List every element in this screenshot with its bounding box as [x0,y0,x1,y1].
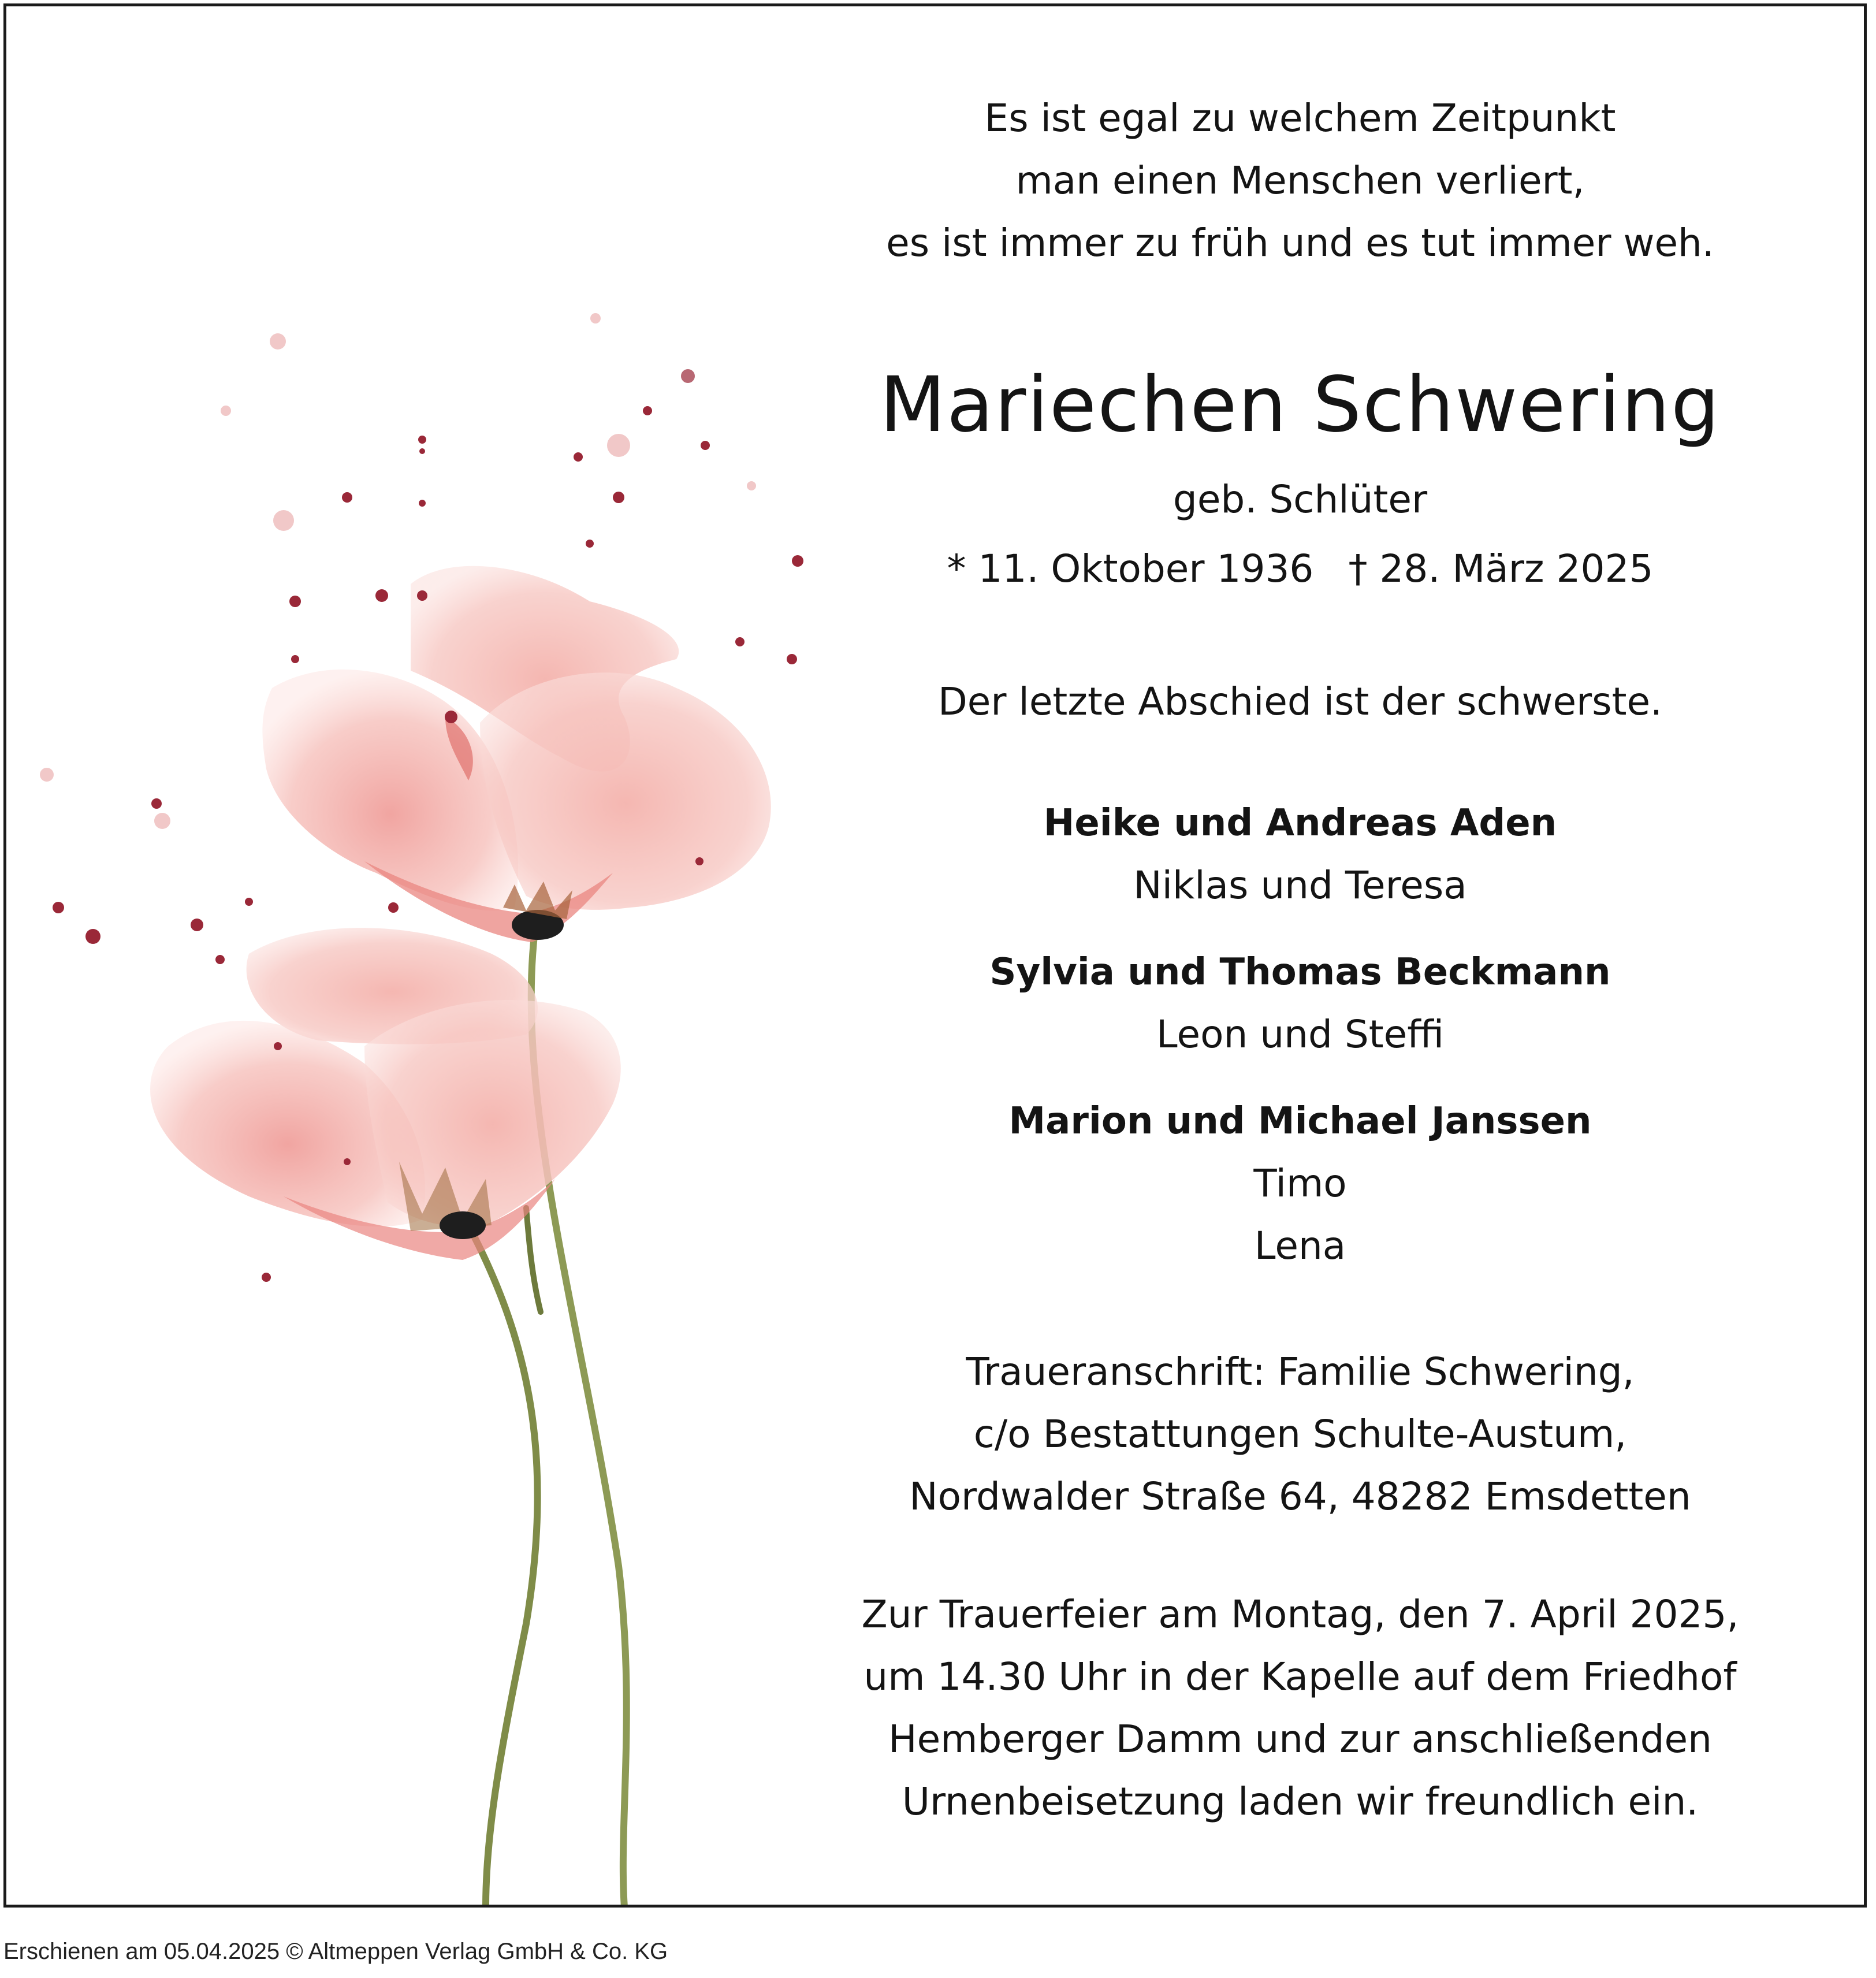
watercolor-poppy-illustration [6,6,873,1907]
obituary-notice [3,3,1867,1908]
deceased-name: Mariechen Schwering [880,360,1721,449]
quote-line: Es ist egal zu welchem Zeitpunkt [984,96,1616,140]
family-children: Lena [1254,1224,1346,1268]
service-line: Urnenbeisetzung laden wir freundlich ein. [902,1779,1699,1824]
memorial-quote [769,87,1832,274]
quote-line: man einen Menschen verliert, [1015,158,1585,203]
service-line: Hemberger Damm und zur anschließenden [888,1717,1712,1761]
stem-lower-flower [468,1225,538,1907]
publication-footer: Erschienen am 05.04.2025 © Altmeppen Verlag GmbH & Co. KG [3,1939,668,1964]
birth-date: * 11. Oktober 1936 [947,546,1314,591]
family-group [769,941,1832,1066]
farewell-text: Der letzte Abschied ist der schwerste. [937,679,1663,724]
address-line: c/o Bestattungen Schulte-Austum, [973,1412,1627,1456]
family-parents: Sylvia und Thomas Beckmann [989,951,1611,994]
family-parents: Heike und Andreas Aden [1043,802,1557,845]
family-children: Timo [1253,1161,1347,1206]
upper-poppy [262,566,770,942]
family-group [769,792,1832,917]
funeral-service-info [769,1583,1832,1833]
service-line: um 14.30 Uhr in der Kapelle auf dem Friedhof [863,1654,1737,1699]
family-parents: Marion und Michael Janssen [1008,1100,1592,1143]
quote-line: es ist immer zu früh und es tut immer weh. [886,221,1714,265]
birth-name: geb. Schlüter [1172,477,1428,522]
address-line: Nordwalder Straße 64, 48282 Emsdetten [909,1474,1691,1519]
mourning-address [769,1341,1832,1528]
death-date: † 28. März 2025 [1348,546,1654,591]
address-line: Traueranschrift: Familie Schwering, [966,1349,1635,1394]
family-list [769,792,1832,1302]
life-dates [769,538,1832,600]
family-children: Niklas und Teresa [1133,863,1467,908]
family-group [769,1090,1832,1277]
service-line: Zur Trauerfeier am Montag, den 7. April 2025, [861,1592,1739,1637]
family-children: Leon und Steffi [1156,1012,1445,1057]
